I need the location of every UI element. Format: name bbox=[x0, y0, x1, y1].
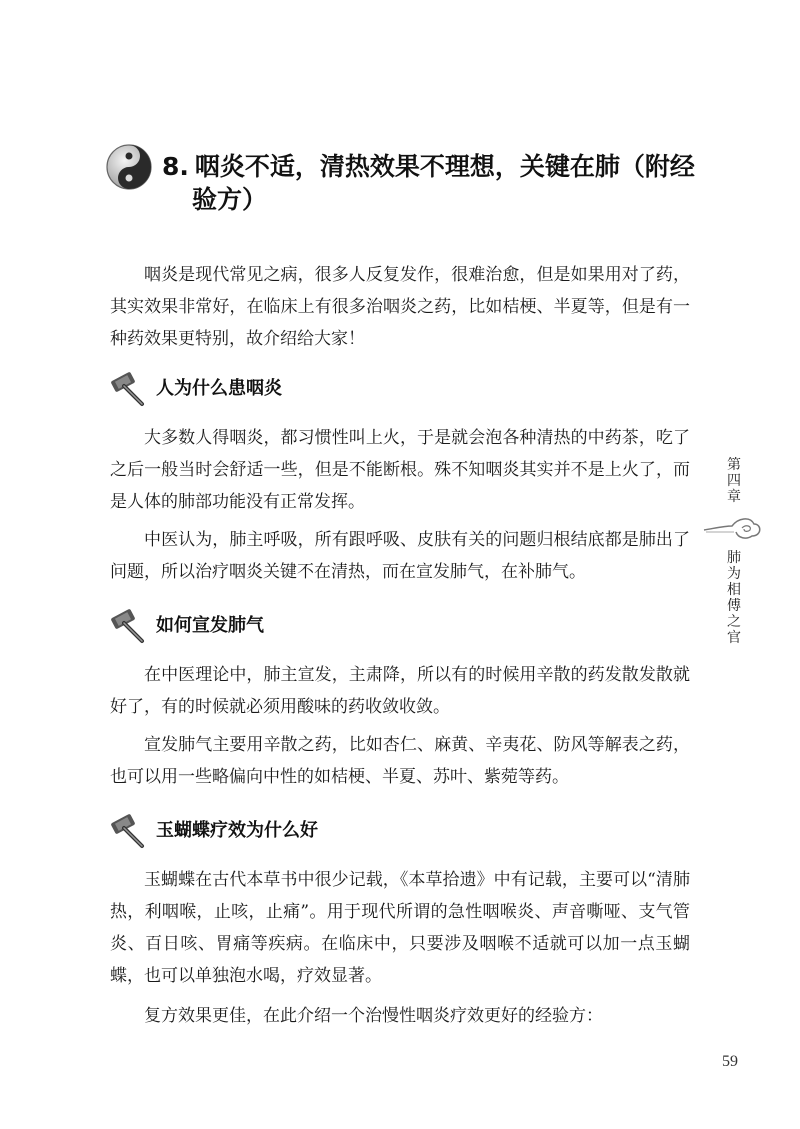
gavel-icon bbox=[108, 605, 152, 645]
title-line-2: 验方） bbox=[192, 185, 268, 214]
gavel-icon bbox=[108, 810, 152, 850]
section-heading bbox=[108, 368, 508, 408]
section-title: 玉蝴蝶疗效为什么好 bbox=[156, 820, 318, 841]
body-paragraph: 大多数人得咽炎，都习惯性叫上火，于是就会泡各种清热的中药茶，吃了之后一般当时会舒适一些，但是不能断根。殊不知咽炎其实并不是上火了，而是人体的肺部功能没有正常发挥。 bbox=[110, 428, 690, 512]
title-line-1: 咽炎不适，清热效果不理想，关键在肺（附经 bbox=[194, 152, 695, 181]
body-paragraph: 玉蝴蝶在古代本草书中很少记载，《本草拾遗》中有记载，主要可以“清肺热，利咽喉，止咳，止痛”。用于现代所谓的急性咽喉炎、声音嘶哑、支气管炎、百日咳、胃痛等疾病。在临床中，只要涉及咽喉不适就可以加一点玉蝴蝶，也可以单独泡水喝，疗效显著。 bbox=[110, 870, 690, 986]
intro-paragraph: 咽炎是现代常见之病，很多人反复发作，很难治愈，但是如果用对了药，其实效果非常好，在临床上有很多治咽炎之药，比如桔梗、半夏等，但是有一种药效果更特别，故介绍给大家！ bbox=[110, 265, 690, 349]
section-title: 如何宣发肺气 bbox=[156, 615, 264, 636]
body-paragraph: 中医认为，肺主呼吸，所有跟呼吸、皮肤有关的问题归根结底都是肺出了问题，所以治疗咽炎关键不在清热，而在宣发肺气，在补肺气。 bbox=[110, 530, 690, 582]
body-paragraph: 在中医理论中，肺主宣发，主肃降，所以有的时候用辛散的药发散发散就好了，有的时候就必须用酸味的药收敛收敛。 bbox=[110, 665, 690, 717]
page-number: 59 bbox=[722, 1053, 738, 1070]
yin-yang-icon bbox=[104, 142, 154, 192]
body-paragraph: 宣发肺气主要用辛散之药，比如杏仁、麻黄、辛夷花、防风等解表之药，也可以用一些略偏向中性的如桔梗、半夏、苏叶、紫菀等药。 bbox=[110, 735, 690, 787]
section-heading bbox=[108, 810, 508, 850]
body-paragraph: 复方效果更佳，在此介绍一个治慢性咽炎疗效更好的经验方： bbox=[144, 1006, 603, 1026]
page-title bbox=[162, 150, 702, 216]
title-number: 8. bbox=[162, 152, 189, 181]
chapter-label: 第四章 bbox=[727, 457, 741, 505]
section-title: 人为什么患咽炎 bbox=[156, 378, 282, 399]
gavel-icon bbox=[108, 368, 152, 408]
chapter-subtitle: 肺为相傅之官 bbox=[727, 550, 741, 646]
cloud-ornament-icon bbox=[702, 510, 764, 546]
section-heading bbox=[108, 605, 508, 645]
